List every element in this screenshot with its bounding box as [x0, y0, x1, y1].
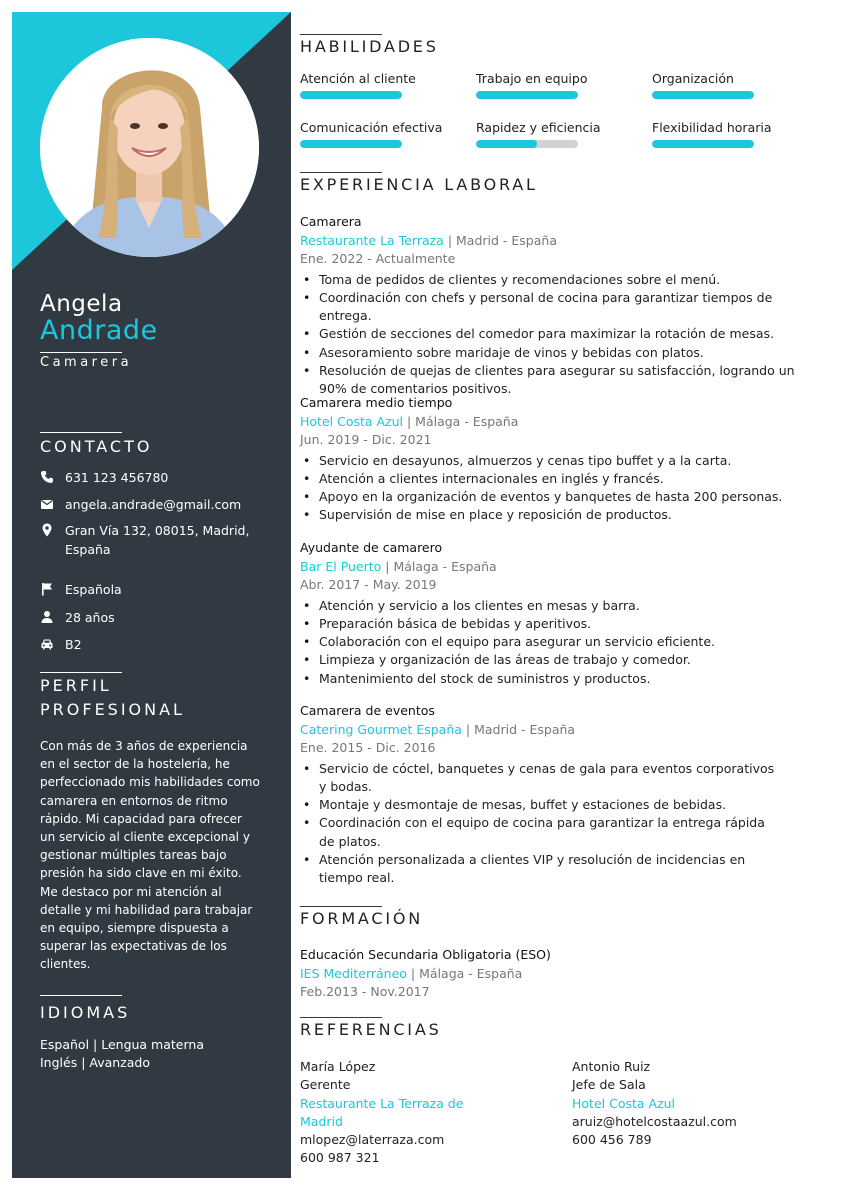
skill-item: [476, 71, 636, 99]
job-bullet: • Limpieza y organización de las áreas de trabajo y comedor.: [300, 651, 820, 669]
sidebar: [12, 12, 291, 1178]
job-bullet: • Servicio de cóctel, banquetes y cenas de gala para eventos corporativos y bodas.: [300, 760, 780, 797]
job-bullets: [300, 760, 820, 888]
job-company: Restaurante La Terraza: [300, 232, 444, 248]
job-bullet: • Resolución de quejas de clientes para asegurar su satisfacción, logrando un 90% de comentarios positivos.: [300, 362, 800, 399]
skills-divider: [300, 34, 382, 35]
job-bullet: • Servicio en desayunos, almuerzos y cenas tipo buffet y a la carta.: [300, 452, 820, 470]
perfil-text: Con más de 3 años de experiencia en el sector de la hostelería, he perfeccionado mis habilidades como camarera en entornos de ritmo rápido. Mi capacidad para ofrecer un servicio al cliente excepcional y gestionar múltiples tareas bajo presión ha sido clave en mi éxito. Me destaco por mi atención al detalle y mi habilidad para trabajar en equipo, siempre dispuesta a superar las expectativas de los clientes.: [40, 739, 260, 972]
job-company: Catering Gourmet España: [300, 721, 462, 737]
skill-bar: [300, 91, 402, 99]
email-icon: [40, 497, 54, 511]
contact-email[interactable]: [40, 495, 270, 514]
skill-bar-fill: [300, 140, 402, 148]
job-entry: [300, 213, 820, 399]
job-company-line: [300, 413, 820, 432]
reference-name: Antonio Ruiz: [572, 1059, 651, 1074]
phone-text: 631 123 456780: [65, 470, 169, 485]
contact-license: [40, 635, 270, 654]
education-title: FORMACIÓN: [300, 909, 424, 928]
job-bullet: • Atención personalizada a clientes VIP y resolución de incidencias en tiempo real.: [300, 851, 780, 888]
contact-age: [40, 608, 270, 627]
profile-photo: [40, 38, 259, 257]
job-role: Camarera: [40, 355, 133, 370]
skill-item: [300, 71, 460, 99]
job-company-line: [300, 558, 820, 577]
job-company-line: [300, 232, 820, 251]
email-text: angela.andrade@gmail.com: [65, 497, 242, 512]
education-dates: Feb.2013 - Nov.2017: [300, 984, 430, 999]
job-bullet: • Supervisión de mise en place y reposición de productos.: [300, 506, 820, 524]
reference-phone: 600 456 789: [572, 1132, 652, 1148]
job-title: Ayudante de camarero: [300, 540, 443, 555]
skill-label: Comunicación efectiva: [300, 120, 443, 135]
job-dates: Abr. 2017 - May. 2019: [300, 577, 437, 592]
skill-item: [652, 71, 812, 99]
reference-email[interactable]: mlopez@laterraza.com: [300, 1132, 445, 1148]
skills-title: HABILIDADES: [300, 37, 439, 56]
job-bullet: • Colaboración con el equipo para asegurar un servicio eficiente.: [300, 633, 820, 651]
job-entry: [300, 539, 820, 688]
skill-label: Flexibilidad horaria: [652, 120, 772, 135]
job-bullet: • Preparación básica de bebidas y aperitivos.: [300, 615, 820, 633]
job-bullet: • Asesoramiento sobre maridaje de vinos y bebidas con platos.: [300, 344, 820, 362]
perfil-title-line1: PERFIL: [40, 676, 112, 695]
job-bullet: • Toma de pedidos de clientes y recomendaciones sobre el menú.: [300, 271, 820, 289]
job-location: | Málaga - España: [381, 558, 497, 574]
reference-position: Gerente: [300, 1077, 351, 1093]
contact-divider: [40, 432, 122, 433]
idiomas-divider: [40, 995, 122, 996]
name-divider: [40, 352, 122, 353]
person-icon: [40, 610, 54, 624]
skill-bar: [476, 140, 578, 148]
job-entry: [300, 394, 820, 525]
contact-address: [40, 521, 270, 559]
skill-bar-fill: [300, 91, 402, 99]
job-bullet: • Montaje y desmontaje de mesas, buffet y estaciones de bebidas.: [300, 796, 820, 814]
skill-bar-fill: [652, 140, 754, 148]
job-company: Hotel Costa Azul: [300, 413, 404, 429]
job-dates: Ene. 2015 - Dic. 2016: [300, 740, 436, 755]
nationality-text: Española: [65, 582, 122, 597]
education-school: IES Mediterráneo: [300, 965, 407, 981]
reference-phone: 600 987 321: [300, 1150, 380, 1166]
skill-bar: [476, 91, 578, 99]
contact-nationality: [40, 580, 270, 599]
skill-bar-fill: [652, 91, 754, 99]
address-line2: España: [65, 542, 111, 557]
references-title: REFERENCIAS: [300, 1020, 442, 1039]
skill-item: [300, 120, 460, 148]
job-bullet: • Coordinación con el equipo de cocina para garantizar la entrega rápida de platos.: [300, 814, 780, 851]
job-company-line: [300, 721, 820, 740]
job-dates: Ene. 2022 - Actualmente: [300, 251, 456, 266]
education-entry: [300, 946, 820, 1002]
education-location: | Málaga - España: [406, 965, 523, 981]
language-item: Inglés | Avanzado: [40, 1055, 150, 1070]
perfil-divider: [40, 672, 122, 673]
job-location: | Madrid - España: [443, 232, 557, 248]
skill-item: [652, 120, 812, 148]
skill-bar-fill: [476, 140, 537, 148]
reference-company-cont: Madrid: [300, 1113, 343, 1129]
job-entry: [300, 702, 820, 888]
job-title: Camarera: [300, 214, 362, 229]
reference-entry: [300, 1058, 520, 1168]
references-divider: [300, 1017, 382, 1018]
skill-bar: [652, 91, 754, 99]
skill-bar: [652, 140, 754, 148]
reference-company: Restaurante La Terraza de: [300, 1095, 464, 1111]
job-title: Camarera medio tiempo: [300, 395, 453, 410]
language-item: Español | Lengua materna: [40, 1037, 204, 1052]
education-degree: Educación Secundaria Obligatoria (ESO): [300, 947, 551, 962]
job-company: Bar El Puerto: [300, 558, 382, 574]
job-dates: Jun. 2019 - Dic. 2021: [300, 432, 432, 447]
job-bullet: • Mantenimiento del stock de suministros y productos.: [300, 670, 820, 688]
first-name: Angela: [40, 291, 123, 317]
skill-label: Trabajo en equipo: [476, 71, 588, 86]
experience-divider: [300, 172, 382, 173]
skill-label: Rapidez y eficiencia: [476, 120, 601, 135]
skill-bar-fill: [476, 91, 578, 99]
perfil-title-line2: PROFESIONAL: [40, 700, 185, 719]
phone-icon: [40, 470, 54, 484]
job-bullet: • Gestión de secciones del comedor para maximizar la rotación de mesas.: [300, 325, 820, 343]
reference-position: Jefe de Sala: [572, 1077, 646, 1093]
reference-entry: [572, 1058, 792, 1149]
idiomas-title: IDIOMAS: [40, 1003, 131, 1022]
reference-email[interactable]: aruiz@hotelcostaazul.com: [572, 1113, 737, 1129]
reference-company: Hotel Costa Azul: [572, 1095, 676, 1111]
job-bullet: • Atención a clientes internacionales en inglés y francés.: [300, 470, 820, 488]
job-bullet: • Apoyo en la organización de eventos y banquetes de hasta 200 personas.: [300, 488, 820, 506]
education-school-line: [300, 965, 820, 984]
job-bullet: • Coordinación con chefs y personal de cocina para garantizar tiempos de entrega.: [300, 289, 820, 326]
skill-bar: [300, 140, 402, 148]
location-pin-icon: [40, 523, 54, 537]
skill-label: Atención al cliente: [300, 71, 416, 86]
job-location: | Málaga - España: [403, 413, 519, 429]
job-location: | Madrid - España: [461, 721, 576, 737]
reference-name: María López: [300, 1059, 376, 1074]
car-icon: [40, 637, 54, 651]
contact-phone[interactable]: [40, 468, 270, 487]
skill-item: [476, 120, 636, 148]
job-bullets: [300, 271, 820, 399]
last-name: Andrade: [40, 315, 158, 346]
contact-title: CONTACTO: [40, 437, 153, 456]
flag-icon: [40, 582, 54, 596]
education-divider: [300, 906, 382, 907]
experience-title: EXPERIENCIA LABORAL: [300, 175, 538, 194]
job-bullet: • Atención y servicio a los clientes en mesas y barra.: [300, 597, 820, 615]
job-bullets: [300, 597, 820, 688]
age-text: 28 años: [65, 610, 115, 625]
license-text: B2: [65, 637, 82, 652]
job-bullets: [300, 452, 820, 525]
skill-label: Organización: [652, 71, 734, 86]
job-title: Camarera de eventos: [300, 703, 435, 718]
address-line1: Gran Vía 132, 08015, Madrid,: [65, 523, 250, 538]
